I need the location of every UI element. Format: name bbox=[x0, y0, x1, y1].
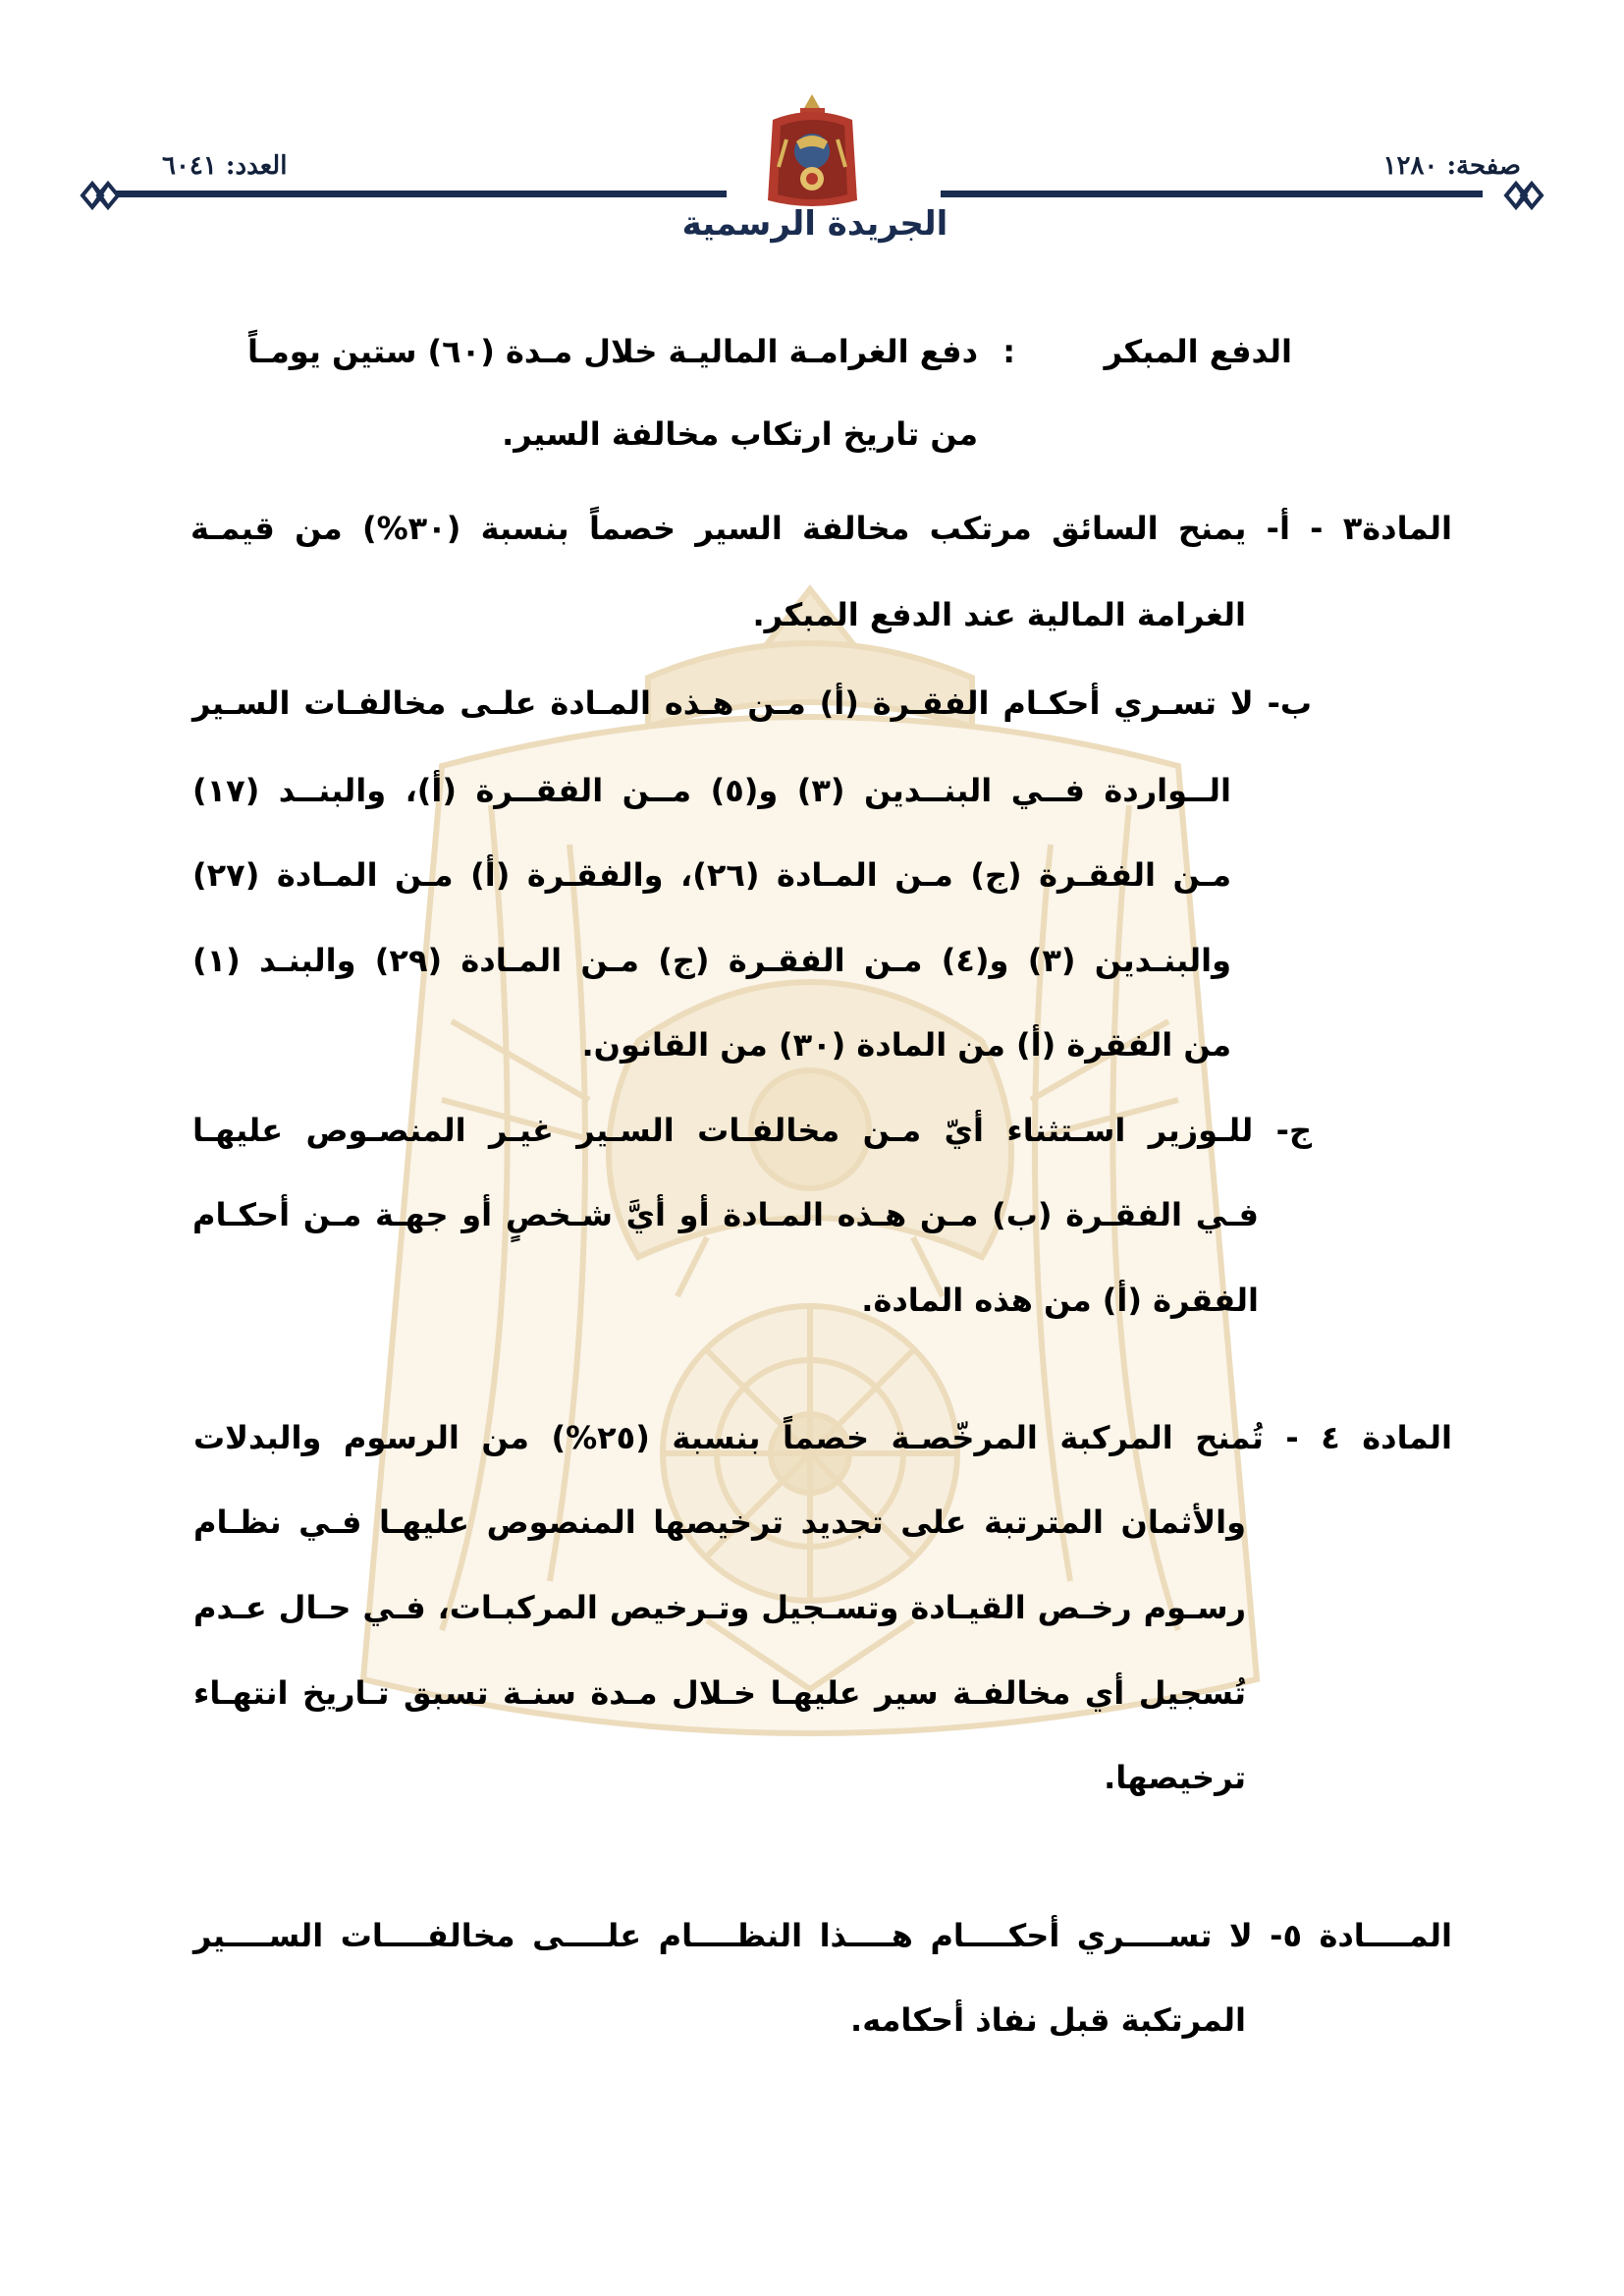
article-3-b-line-4: والبنـدين (٣) و(٤) مـن الفقـرة (ج) مـن المـادة (٢٩) والبنـد (١) bbox=[192, 942, 1232, 979]
article-3-a-line-2: الغرامة المالية عند الدفع المبكر. bbox=[752, 596, 1246, 633]
article-3-b-line-5: من الفقرة (أ) من المادة (٣٠) من القانون. bbox=[581, 1026, 1231, 1064]
header-rule-left bbox=[116, 191, 727, 197]
article-5-line-1: المــــادة ٥- لا تســــري أحكــــام هــــذا النظــــام علــــى مخالفــــات الســــير bbox=[193, 1917, 1453, 1954]
article-4-line-4: تُسجيل أي مخالفـة سير عليهـا خـلال مـدة سنـة تسبق تـاريخ انتهـاء bbox=[193, 1674, 1246, 1712]
article-3-b-line-2: الــواردة فــي البنــدين (٣) و(٥) مــن الفقــرة (أ)، والبنــد (١٧) bbox=[192, 772, 1232, 809]
article-4-line-3: رسـوم رخـص القيـادة وتسـجيل وتـرخيص المركبـات، فـي حـال عـدم bbox=[193, 1589, 1246, 1626]
page-number-label: صفحة: ١٢٨٠ bbox=[1382, 151, 1521, 181]
gazette-title: الجريدة الرسمية bbox=[681, 204, 948, 244]
definition-term: الدفع المبكر bbox=[1104, 333, 1292, 370]
definition-text-line-2: من تاريخ ارتكاب مخالفة السير. bbox=[502, 415, 978, 453]
article-3-a-line-1: المادة٣ - أ- يمنح السائق مرتكب مخالفة السير خصماً بنسبة (٣٠%) من قيمـة bbox=[190, 510, 1453, 547]
article-3-c-line-3: الفقرة (أ) من هذه المادة. bbox=[861, 1282, 1259, 1319]
article-5-line-2: المرتكبة قبل نفاذ أحكامه. bbox=[850, 2001, 1246, 2039]
article-3-c-line-2: فـي الفقـرة (ب) مـن هـذه المـادة أو أيَّ شـخصٍ أو جهـة مـن أحكـام bbox=[192, 1196, 1259, 1233]
header-rule-right bbox=[941, 191, 1483, 197]
ornamental-knot-icon bbox=[1502, 176, 1545, 215]
article-3-c-line-1: ج- للـوزير اسـتثناء أيّ مـن مخالفـات السـير غيـر المنصـوص عليهـا bbox=[192, 1112, 1312, 1149]
article-4-line-1: المادة ٤ - تُمنح المركبة المرخّصـة خصماً بنسبة (٢٥%) من الرسوم والبدلات bbox=[193, 1419, 1453, 1456]
ornamental-knot-icon bbox=[79, 176, 122, 215]
article-4-line-2: والأثمان المترتبة على تجديد ترخيصها المنصوص عليهـا فـي نظـام bbox=[193, 1503, 1246, 1541]
definition-separator: : bbox=[1002, 333, 1015, 370]
article-3-b-line-3: مـن الفقـرة (ج) مـن المـادة (٢٦)، والفقـرة (أ) مـن المـادة (٢٧) bbox=[192, 856, 1232, 894]
issue-number-label: العدد: ٦٠٤١ bbox=[162, 151, 288, 181]
definition-text-line-1: دفع الغرامـة الماليـة خلال مـدة (٦٠) ستين يومـاً bbox=[247, 333, 978, 370]
article-3-b-line-1: ب- لا تسـري أحكـام الفقـرة (أ) مـن هـذه المـادة علـى مخالفـات السـير bbox=[192, 684, 1312, 722]
jordan-coat-of-arms-icon bbox=[761, 90, 864, 213]
article-4-line-5: ترخيصها. bbox=[1104, 1759, 1246, 1796]
